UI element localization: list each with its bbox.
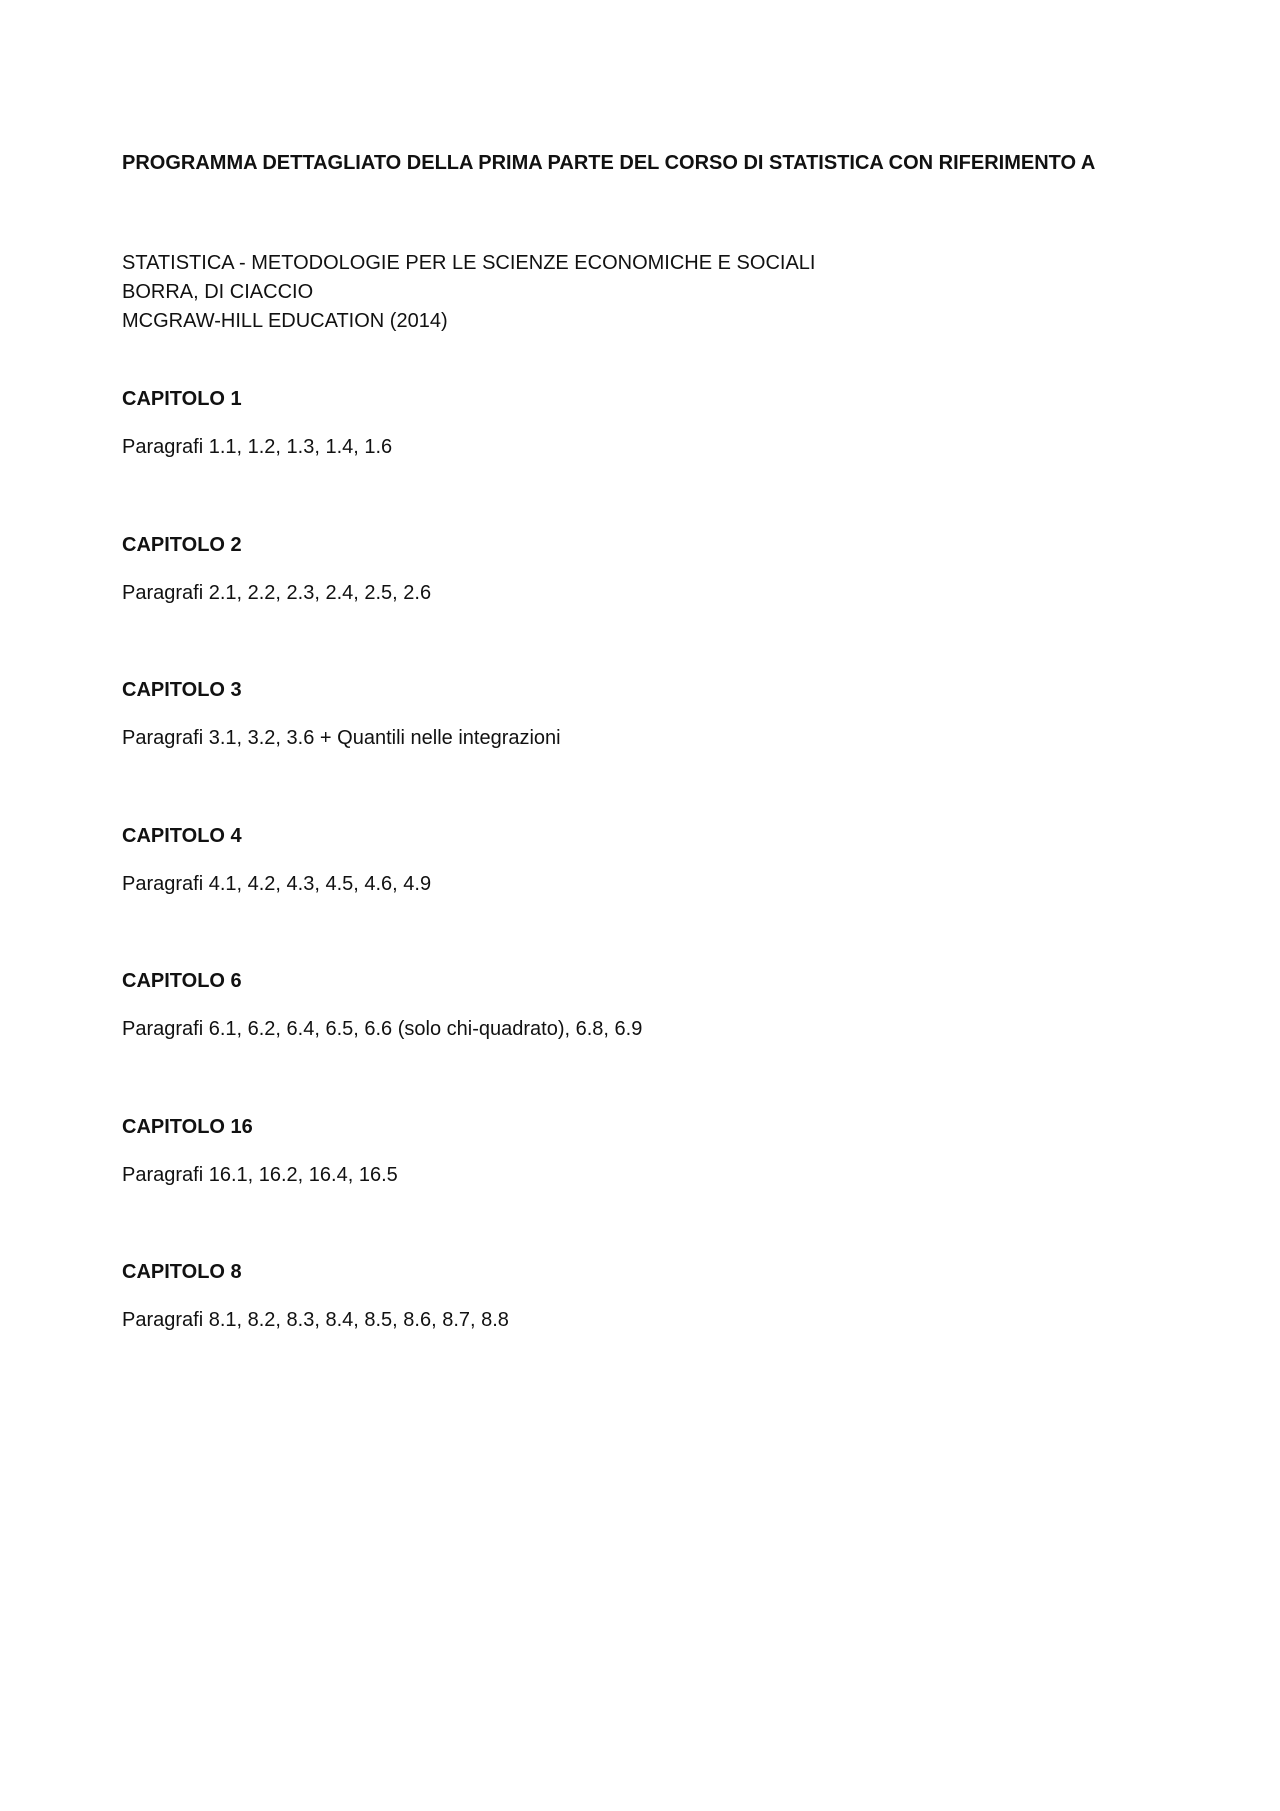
- document-title: PROGRAMMA DETTAGLIATO DELLA PRIMA PARTE DEL CORSO DI STATISTICA CON RIFERIMENTO A: [122, 152, 1096, 174]
- book-title: STATISTICA - METODOLOGIE PER LE SCIENZE ECONOMICHE E SOCIALI: [122, 252, 816, 274]
- chapter-paragraphs: Paragrafi 6.1, 6.2, 6.4, 6.5, 6.6 (solo chi-quadrato), 6.8, 6.9: [122, 1018, 643, 1040]
- book-authors: BORRA, DI CIACCIO: [122, 281, 314, 303]
- chapter-section: [122, 1260, 1122, 1332]
- book-publisher: MCGRAW-HILL EDUCATION (2014): [122, 310, 448, 332]
- chapter-section: [122, 1115, 1122, 1187]
- chapter-heading: CAPITOLO 3: [122, 679, 242, 701]
- chapter-paragraphs: Paragrafi 2.1, 2.2, 2.3, 2.4, 2.5, 2.6: [122, 582, 432, 604]
- chapter-heading: CAPITOLO 2: [122, 534, 242, 556]
- chapter-section: [122, 533, 1122, 605]
- chapter-heading: CAPITOLO 6: [122, 970, 242, 992]
- chapter-paragraphs: Paragrafi 16.1, 16.2, 16.4, 16.5: [122, 1164, 398, 1186]
- chapter-paragraphs: Paragrafi 3.1, 3.2, 3.6 + Quantili nelle integrazioni: [122, 727, 561, 749]
- chapter-paragraphs: Paragrafi 8.1, 8.2, 8.3, 8.4, 8.5, 8.6, 8.7, 8.8: [122, 1309, 509, 1331]
- chapter-section: [122, 387, 1122, 459]
- chapter-heading: CAPITOLO 1: [122, 388, 242, 410]
- chapter-heading: CAPITOLO 16: [122, 1116, 253, 1138]
- chapter-heading: CAPITOLO 4: [122, 825, 242, 847]
- book-reference: [122, 249, 815, 336]
- chapter-paragraphs: Paragrafi 4.1, 4.2, 4.3, 4.5, 4.6, 4.9: [122, 873, 432, 895]
- chapter-section: [122, 969, 1122, 1041]
- chapter-section: [122, 824, 1122, 896]
- chapter-heading: CAPITOLO 8: [122, 1261, 242, 1283]
- chapter-section: [122, 678, 1122, 750]
- chapter-paragraphs: Paragrafi 1.1, 1.2, 1.3, 1.4, 1.6: [122, 436, 393, 458]
